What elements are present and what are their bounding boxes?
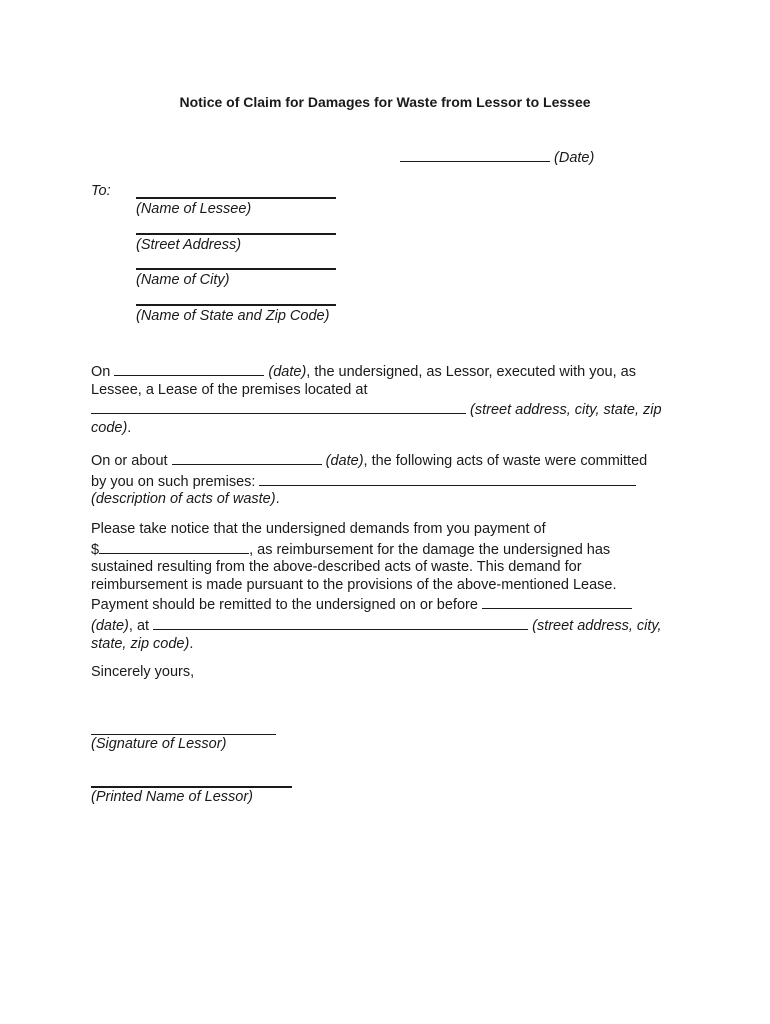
address-label: (street address, city, state, zip [470, 402, 662, 419]
to-label: To: [91, 183, 111, 199]
para-text: . [127, 419, 132, 436]
paragraph-lease [91, 361, 681, 437]
paragraph-waste [91, 450, 681, 509]
street-address-field [136, 233, 336, 255]
printed-name-label: (Printed Name of Lessor) [91, 789, 253, 805]
para-text: On or about [91, 453, 168, 469]
closing: Sincerely yours, [91, 664, 195, 680]
state-zip-field [136, 304, 396, 326]
date-label: (date) [91, 617, 129, 634]
para-text: . [189, 635, 194, 652]
date-label: (date) [325, 453, 364, 469]
field-rule [136, 268, 336, 270]
signature-line [91, 734, 276, 735]
date-blank [172, 450, 322, 465]
printed-name-line [91, 786, 292, 788]
address-label: code) [91, 419, 128, 436]
description-label: (description of acts of waste) [91, 491, 276, 508]
para-text: , the following acts of waste were committed [363, 453, 648, 469]
para-text: sustained resulting from the above-described acts of waste. This demand for [91, 559, 582, 576]
para-text: , the undersigned, as Lessor, executed with you, as [306, 364, 636, 380]
premises-blank [91, 399, 466, 414]
para-text: Payment should be remitted to the undersigned on or before [91, 597, 478, 614]
para-text: $ [91, 541, 100, 558]
address-label: (street address, city, [532, 617, 662, 634]
date-label: (Date) [554, 150, 595, 166]
para-text: On [91, 364, 111, 380]
waste-description-blank [259, 471, 636, 486]
date-label: (date) [268, 364, 307, 380]
address-label: state, zip code) [91, 635, 190, 652]
field-label: (Name of Lessee) [136, 201, 252, 217]
para-text: reimbursement is made pursuant to the provisions of the above-mentioned Lease. [91, 576, 617, 593]
field-label: (Name of City) [136, 272, 230, 288]
field-rule [136, 304, 336, 306]
field-rule [136, 197, 336, 199]
para-text: Please take notice that the undersigned demands from you payment of [91, 521, 546, 537]
document-title: Notice of Claim for Damages for Waste from Lessor to Lessee [179, 94, 591, 110]
para-text: by you on such premises: [91, 473, 256, 490]
date-blank [400, 147, 550, 162]
para-text: . [275, 491, 280, 508]
field-label: (Street Address) [136, 237, 242, 253]
para-text: Lessee, a Lease of the premises located at [91, 381, 368, 398]
city-field [136, 268, 336, 290]
field-rule [136, 233, 336, 235]
paragraph-demand [91, 521, 681, 653]
field-label: (Name of State and Zip Code) [136, 308, 330, 324]
amount-blank [99, 539, 249, 554]
date-blank [114, 361, 264, 376]
para-text: , at [128, 617, 150, 634]
date-blank [482, 594, 632, 609]
date-line [400, 147, 594, 168]
signature-label: (Signature of Lessor) [91, 736, 227, 752]
remit-address-blank [153, 615, 528, 630]
para-text: , as reimbursement for the damage the undersigned has [249, 541, 611, 558]
lessee-name-field [136, 197, 336, 219]
